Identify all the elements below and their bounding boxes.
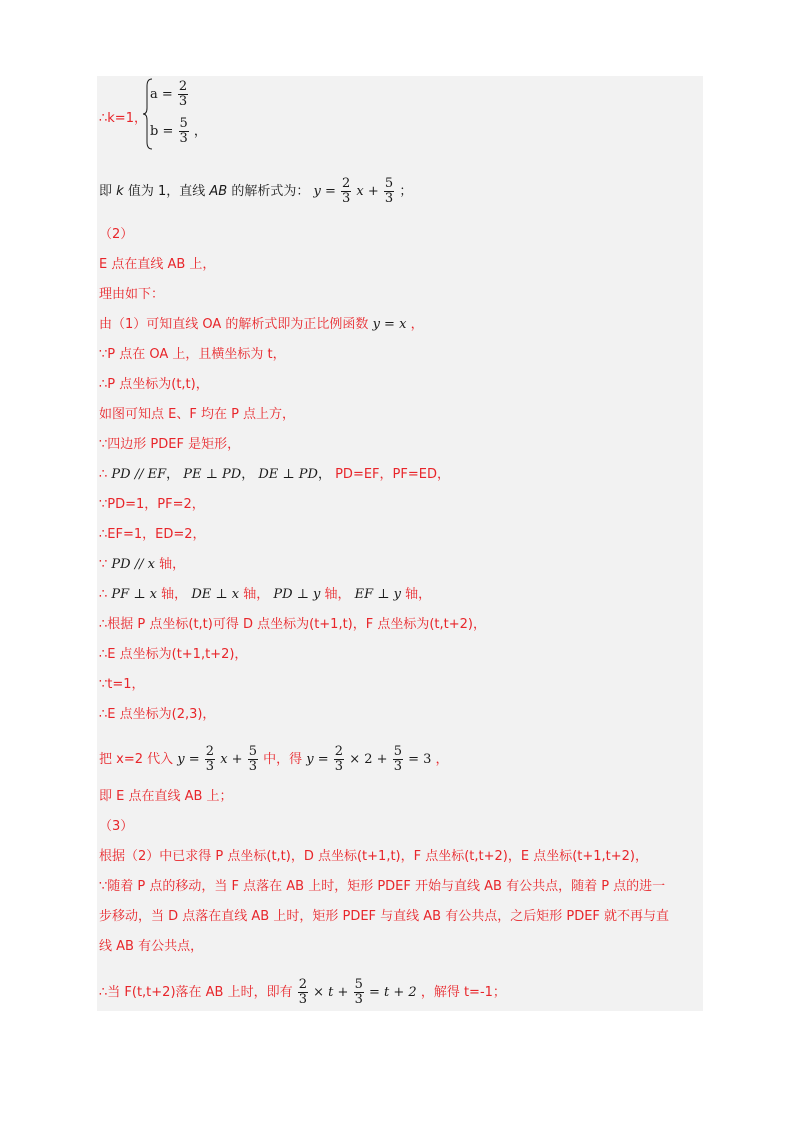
frac-den: 3 bbox=[179, 131, 188, 146]
fraction bbox=[393, 745, 403, 774]
frac-num: 2 bbox=[205, 744, 215, 759]
text: ， bbox=[410, 317, 424, 332]
step2-line8: ∴ PD // EF， PE ⊥ PD， DE ⊥ PD， PD=EF，PF=ED， bbox=[99, 467, 450, 482]
frac-den: 3 bbox=[334, 759, 344, 774]
fraction bbox=[334, 745, 344, 774]
text: 轴， bbox=[159, 557, 186, 572]
math: y = bbox=[306, 752, 329, 767]
var-b: b = bbox=[150, 124, 174, 139]
math: DE ⊥ x bbox=[191, 587, 240, 602]
math: x + bbox=[220, 752, 243, 767]
text: ∴ bbox=[99, 587, 108, 602]
text: ， bbox=[435, 752, 449, 767]
step2-line3 bbox=[99, 316, 424, 334]
math: × t + bbox=[313, 985, 349, 1000]
step2-line4: ∵P 点在 OA 上，且横坐标为 t， bbox=[99, 347, 286, 362]
step2-line10: ∴EF=1，ED=2， bbox=[99, 527, 206, 542]
text: ∵ bbox=[99, 557, 108, 572]
frac-num: 5 bbox=[393, 744, 402, 759]
fraction bbox=[354, 978, 364, 1007]
text: k bbox=[116, 184, 124, 199]
fraction-a bbox=[178, 80, 188, 109]
step2-line2: 理由如下： bbox=[99, 287, 165, 302]
math: × 2 + bbox=[349, 752, 388, 767]
frac-num: 5 bbox=[179, 116, 188, 131]
step3-label: （3） bbox=[99, 819, 134, 834]
math: DE ⊥ PD bbox=[258, 467, 318, 482]
math: y = bbox=[313, 184, 336, 199]
frac-num: 5 bbox=[248, 744, 257, 759]
fraction-b bbox=[179, 117, 189, 146]
step3-line1: 根据（2）中已求得 P 点坐标(t,t)，D 点坐标(t+1,t)，F 点坐标(t,t+2)，E 点坐标(t+1,t+2)， bbox=[99, 849, 649, 864]
fraction bbox=[384, 177, 394, 206]
step2-line9: ∵PD=1，PF=2， bbox=[99, 497, 205, 512]
text: ，解得 t=-1； bbox=[420, 985, 506, 1000]
step3-line4: 线 AB 有公共点， bbox=[99, 939, 204, 954]
text: 轴， bbox=[324, 587, 351, 602]
equation-a bbox=[150, 80, 189, 109]
text: 轴， bbox=[405, 587, 432, 602]
math: PD ⊥ y bbox=[273, 587, 321, 602]
frac-den: 3 bbox=[384, 191, 394, 206]
text: ； bbox=[399, 184, 413, 199]
text: 值为 1，直线 bbox=[127, 184, 206, 199]
frac-den: 3 bbox=[248, 759, 257, 774]
step3-line5 bbox=[99, 978, 506, 1007]
text: PD=EF，PF=ED， bbox=[335, 467, 450, 482]
step2-line6: 如图可知点 E、F 均在 P 点上方， bbox=[99, 407, 296, 422]
step2-line15: ∵t=1， bbox=[99, 677, 145, 692]
math: PF ⊥ x bbox=[111, 587, 158, 602]
text: 中，得 bbox=[263, 752, 303, 767]
frac-den: 3 bbox=[178, 94, 188, 109]
frac-den: 3 bbox=[354, 992, 363, 1007]
math: EF ⊥ y bbox=[354, 587, 402, 602]
frac-den: 3 bbox=[342, 191, 351, 206]
step2-line14: ∴E 点坐标为(t+1,t+2)， bbox=[99, 647, 248, 662]
math: x + bbox=[356, 184, 379, 199]
text: ∴ bbox=[99, 467, 108, 482]
var-a: a = bbox=[150, 87, 173, 102]
step2-line18: 即 E 点在直线 AB 上； bbox=[99, 789, 233, 804]
step2-line5: ∴P 点坐标为(t,t)， bbox=[99, 377, 209, 392]
fraction bbox=[298, 978, 308, 1007]
text: 即 bbox=[99, 184, 113, 199]
frac-den: 3 bbox=[205, 759, 215, 774]
fraction bbox=[248, 745, 258, 774]
frac-num: 2 bbox=[342, 176, 351, 191]
text: 把 x=2 代入 bbox=[99, 752, 174, 767]
step2-line17 bbox=[99, 745, 449, 774]
result-line bbox=[99, 177, 412, 206]
text: 轴， bbox=[243, 587, 270, 602]
step2-line11 bbox=[99, 556, 185, 574]
math: PD // EF bbox=[111, 467, 167, 482]
step3-line2: ∵随着 P 点的移动，当 F 点落在 AB 上时，矩形 PDEF 开始与直线 AB 有公共点，随着 P 点的进一 bbox=[99, 879, 666, 894]
frac-num: 2 bbox=[178, 79, 188, 94]
math: = t + 2 bbox=[369, 985, 417, 1000]
math: = 3 bbox=[408, 752, 432, 767]
step2-label: （2） bbox=[99, 227, 134, 242]
text: 由（1）可知直线 OA 的解析式即为正比例函数 bbox=[99, 317, 369, 332]
math: y = x bbox=[372, 317, 407, 332]
frac-den: 3 bbox=[298, 992, 308, 1007]
step2-line16: ∴E 点坐标为(2,3)， bbox=[99, 707, 216, 722]
math: y = bbox=[177, 752, 200, 767]
math: PD // x bbox=[111, 557, 155, 572]
math: PE ⊥ PD bbox=[183, 467, 242, 482]
equation-b bbox=[150, 117, 207, 146]
system-comma: ， bbox=[193, 124, 207, 139]
text: 轴， bbox=[161, 587, 188, 602]
frac-den: 3 bbox=[393, 759, 402, 774]
step2-line13: ∴根据 P 点坐标(t,t)可得 D 点坐标为(t+1,t)，F 点坐标为(t,t+2)， bbox=[99, 617, 486, 632]
text: ∴当 F(t,t+2)落在 AB 上时，即有 bbox=[99, 985, 293, 1000]
step2-line1: E 点在直线 AB 上， bbox=[99, 257, 216, 272]
step2-line12 bbox=[99, 586, 431, 604]
text: AB bbox=[209, 184, 228, 199]
fraction bbox=[205, 745, 215, 774]
frac-num: 5 bbox=[384, 176, 394, 191]
step3-line3: 步移动，当 D 点落在直线 AB 上时，矩形 PDEF 与直线 AB 有公共点，之后矩形 PDEF 就不再与直 bbox=[99, 909, 670, 924]
fraction bbox=[341, 177, 351, 206]
k-value-line: ∴k=1， bbox=[99, 111, 147, 126]
frac-num: 2 bbox=[334, 744, 344, 759]
step2-line7: ∵四边形 PDEF 是矩形， bbox=[99, 437, 241, 452]
frac-num: 5 bbox=[354, 977, 363, 992]
text: 的解析式为： bbox=[231, 184, 310, 199]
frac-num: 2 bbox=[298, 977, 308, 992]
